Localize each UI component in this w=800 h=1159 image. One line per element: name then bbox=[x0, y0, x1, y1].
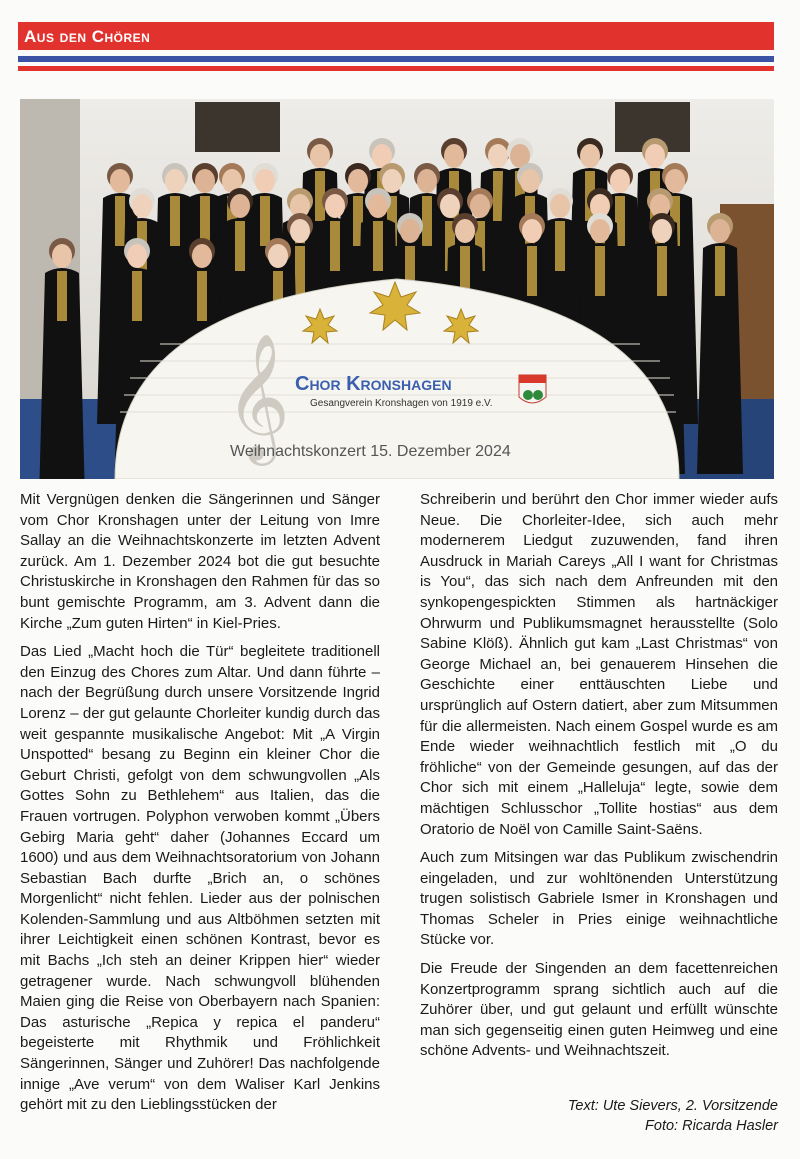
choir-member-face bbox=[610, 169, 630, 193]
gold-scarf bbox=[493, 171, 503, 221]
article-paragraph: Die Freude der Singenden an dem facettenreichen Konzertprogramm sprang sichtlich auch auf die Zuhörer über, und gut gelaunt und erfüllt wünschte man sich gegenseitig einen guten Heimweg und eine schöne Advents- und Weihnachtszeit. bbox=[420, 960, 778, 1060]
gold-scarf bbox=[555, 221, 565, 271]
gold-scarf bbox=[373, 221, 383, 271]
choir-member-face bbox=[590, 219, 610, 243]
choir-name: Chor Kronshagen bbox=[295, 373, 452, 395]
choir-member-face bbox=[325, 194, 345, 218]
choir-member-face bbox=[348, 169, 368, 193]
choir-member-face bbox=[255, 169, 275, 193]
choir-member-face bbox=[268, 244, 288, 268]
credit-text: Text: Ute Sievers, 2. Vorsitzende bbox=[567, 1098, 778, 1114]
choir-member-face bbox=[488, 144, 508, 168]
gold-scarf bbox=[115, 196, 125, 246]
gold-scarf bbox=[295, 246, 305, 296]
coat-of-arms-icon bbox=[519, 375, 546, 403]
choir-photo-illustration bbox=[20, 99, 774, 479]
gold-scarf bbox=[330, 221, 340, 271]
choir-member-face bbox=[440, 194, 460, 218]
credit-photo: Foto: Ricarda Hasler bbox=[645, 1118, 778, 1134]
choir-member-face bbox=[192, 244, 212, 268]
section-header-bar bbox=[18, 22, 774, 50]
choir-member-face bbox=[520, 169, 540, 193]
header-stripe-blue bbox=[18, 56, 774, 62]
choir-subtitle: Gesangverein Kronshagen von 1919 e.V. bbox=[310, 398, 493, 409]
choir-member-face bbox=[710, 219, 730, 243]
article-column-left bbox=[20, 490, 380, 1124]
choir-member-face bbox=[417, 169, 437, 193]
choir-member-face bbox=[550, 194, 570, 218]
gold-scarf bbox=[132, 271, 142, 321]
wall-painting-left bbox=[195, 102, 280, 152]
article-paragraph: Das Lied „Macht hoch die Tür“ begleitete traditionell den Einzug des Chores zum Altar. Und dann führte – nach der Begrüßung durch unsere Vorsitzende Ingrid Lorenz – der gut gelaunte Chorleiter kundig durch das weit gespannte musikalische Angebot: Mit „A Virgin Unspotted“ besang zu Beginn ein kleiner Chor die Geburt Christi, gefolgt von dem schwungvollen „Als Gottes Sohn zu Bethlehem“ aus Italien, das die Frauen vortrugen. Polyphon verwoben kommt „Übers Gebirg Maria geht“ daher (Johannes Eccard um 1600) und aus dem Weihnachtsoratorium von Johann Sebastian Bach durfte „Brich an, o schönes Morgenlicht“ nicht fehlen. Lieder aus der polnischen Kolenden-Sammlung und aus Altböhmen setzten mit ihrer Leichtigkeit einen schönen Kontrast, bevor es mit Bachs „Ich steh an deiner Krippen hier“ wieder getragener wurde. Nach schwungvoll blühenden Maien ging die Reise von Oberbayern nach Spanien: Das asturische „Repica y repica el panderu“ begeisterte mit Rhythmik und Fröhlichkeit Sängerinnen, Sänger und Zuhörer! Das nachfolgende innige „Ave verum“ von dem Waliser Karl Jenkins gehört mit zu den Lieblingsstücken der bbox=[20, 643, 380, 1114]
choir-member-face bbox=[382, 169, 402, 193]
article-paragraph: Auch zum Mitsingen war das Publikum zwischendrin eingeladen, und zur wohltönenden Unterstützung trugen solistisch Gabriele Ismer in Kronshagen und Thomas Scheler in Pries einige weihnachtliche Stücke vor. bbox=[420, 849, 778, 949]
gold-scarf bbox=[595, 246, 605, 296]
gold-scarf bbox=[657, 246, 667, 296]
gold-scarf bbox=[422, 196, 432, 246]
choir-member-face bbox=[400, 219, 420, 243]
choir-member-face bbox=[444, 144, 464, 168]
choir-member-face bbox=[110, 169, 130, 193]
article-paragraph: Schreiberin und berührt den Chor immer wieder aufs Neue. Die Chorleiter-Idee, sich auch mehr modernerem Liedgut zuzuwenden, fand ihren Ausdruck in Mariah Careys „All I want for Christmas is You“, das sich nach dem Anfreunden mit den synkopengespickten Stimmen als hartnäckiger Ohrwurm und Publikumsmagnet herausstellte (Solo Sabine Klöß). Ähnlich gut kam „Last Christmas“ von George Michael an, bei genauerem Hinsehen die Geschichte einer enttäuschten Liebe und ursprünglich auf Ostern datiert, aber zum Mitsummen für die allermeisten. Nach einem Gospel wurde es am Ende wieder weihnachtlich festlich mit „O du fröhliche“ von der Gemeinde gesungen, auf das der Chor sich mit einem „Halleluja“ legte, sowie dem mächtigen Schlusschor „Tollite hostias“ aus dem Oratorio de Noël von Camille Saint-Saëns. bbox=[420, 491, 778, 838]
choir-member-face bbox=[52, 244, 72, 268]
choir-member-face bbox=[652, 219, 672, 243]
article-column-right bbox=[420, 490, 778, 1070]
choir-photo bbox=[20, 99, 774, 479]
gold-scarf bbox=[197, 271, 207, 321]
choir-member-face bbox=[665, 169, 685, 193]
choir-member-face bbox=[470, 194, 490, 218]
treble-clef-icon: 𝄞 bbox=[225, 332, 291, 460]
header-stripe-red bbox=[18, 66, 774, 71]
choir-member-face bbox=[455, 219, 475, 243]
gold-scarf bbox=[260, 196, 270, 246]
concert-date-line: Weihnachtskonzert 15. Dezember 2024 bbox=[230, 443, 511, 460]
choir-member-face bbox=[290, 219, 310, 243]
choir-member-face bbox=[580, 144, 600, 168]
choir-member-face bbox=[230, 194, 250, 218]
gold-scarf bbox=[170, 196, 180, 246]
article-paragraph: Mit Vergnügen denken die Sängerinnen und Sänger vom Chor Kronshagen unter der Leitung von Imre Sallay an die Weihnachtskonzerte im letzten Advent zurück. Am 1. Dezember 2024 bot die gut besuchte Christuskirche in Kronshagen den Rahmen für das so bunt gemischte Programm, am 3. Advent dann die Kirche „Zum guten Hirten“ in Kiel-Pries. bbox=[20, 491, 380, 632]
gold-scarf bbox=[57, 271, 67, 321]
choir-member-face bbox=[522, 219, 542, 243]
choir-member-face bbox=[195, 169, 215, 193]
credits bbox=[420, 1096, 778, 1136]
choir-member-face bbox=[645, 144, 665, 168]
header-divider bbox=[18, 50, 774, 54]
choir-member-face bbox=[368, 194, 388, 218]
section-title: Aus den Chören bbox=[24, 27, 151, 46]
choir-member-face bbox=[310, 144, 330, 168]
gold-scarf bbox=[235, 221, 245, 271]
choir-member-face bbox=[132, 194, 152, 218]
gold-scarf bbox=[527, 246, 537, 296]
choir-member-face bbox=[127, 244, 147, 268]
choir-member-face bbox=[165, 169, 185, 193]
gold-scarf bbox=[715, 246, 725, 296]
